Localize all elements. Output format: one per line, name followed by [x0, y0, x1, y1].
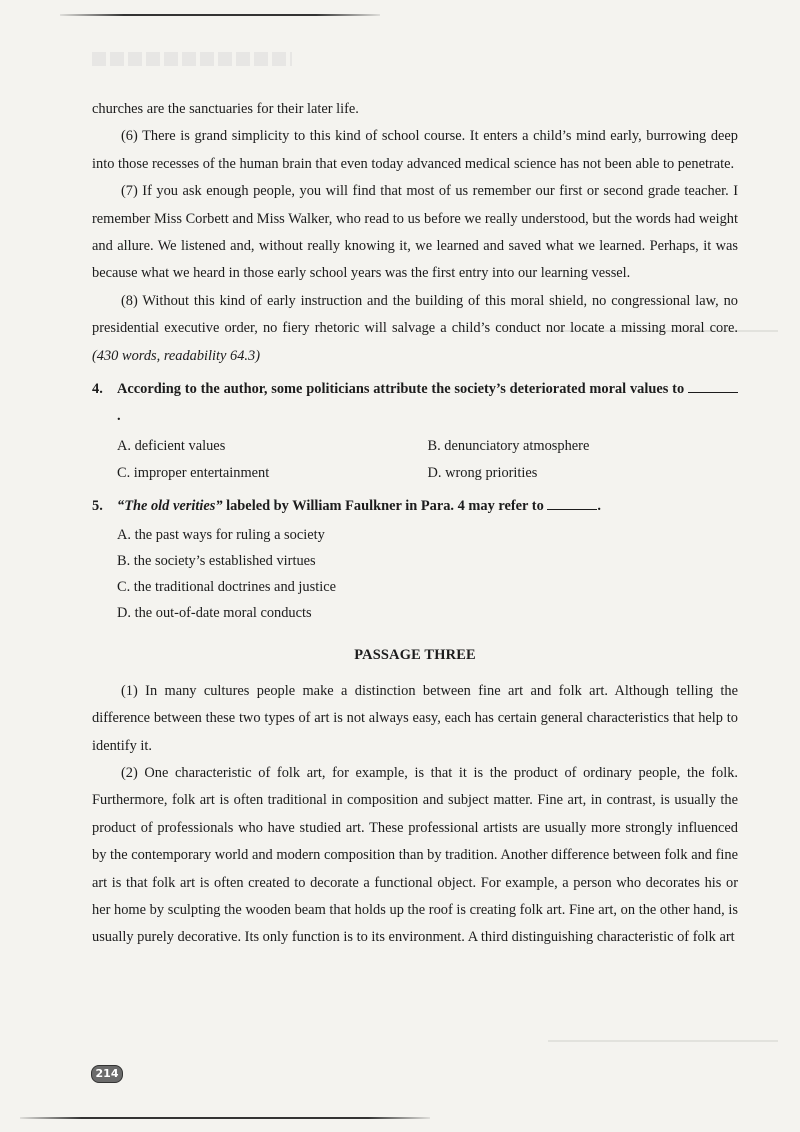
answer-blank [688, 378, 738, 393]
page-body [92, 96, 738, 952]
paragraph-7: (7) If you ask enough people, you will find that most of us remember our first or second grade teacher. I remember Miss Corbett and Miss Walker, who read to us before we really understood, but the words had weight and allure. We listened and, without really knowing it, we learned and saved what we learned. Perhaps, it was because what we heard in those early school years was the first entry into our learning vessel. [92, 183, 738, 282]
question-4 [92, 376, 738, 431]
passage3-paragraph-1: (1) In many cultures people make a distinction between fine art and folk art. Although telling the difference between these two types of art is not always easy, each has certain general characteristics that help to identify it. [92, 682, 738, 754]
question-5-options [117, 522, 738, 626]
paragraph-8 [92, 288, 738, 370]
option-d: D. wrong priorities [427, 464, 538, 481]
paragraph-6: (6) There is grand simplicity to this kind of school course. It enters a child’s mind early, burrowing deep into those recesses of the human brain that even today advanced medical science has not been able to penetrate. [92, 128, 738, 172]
bottom-rule [20, 1117, 430, 1119]
top-rule [60, 14, 380, 16]
word-count-note: (430 words, readability 64.3) [92, 347, 261, 364]
header-bleed-through [92, 52, 292, 66]
question-number: 4. [92, 381, 103, 398]
option-b: B. the society’s established virtues [117, 553, 316, 570]
question-number: 5. [92, 497, 103, 514]
passage3-paragraph-2: (2) One characteristic of folk art, for example, is that it is the product of ordinary people, the folk. Furthermore, folk art is often traditional in composition and subject matter. Fine art, in contrast, is usually the product of professionals who have studied art. These professional artists are usually more strongly influenced by the contemporary world and modern composition than by tradition. Another difference between folk and fine art is that folk art is often created to decorate a functional object. For example, a person who decorates his or her home by sculpting the wooden beam that holds up the roof is creating folk art. Fine art, on the other hand, is usually purely decorative. Its only function is to its environment. A third distinguishing characteristic of folk art [92, 764, 738, 946]
option-d: D. the out-of-date moral conducts [117, 605, 312, 622]
option-c: C. improper entertainment [117, 464, 270, 481]
question-5 [92, 493, 738, 520]
passage-three-title: PASSAGE THREE [354, 647, 476, 664]
paragraph-8-text: (8) Without this kind of early instruction and the building of this moral shield, no congressional law, no presidential executive order, no fiery rhetoric will salvage a child’s conduct nor locate a missing moral core. [92, 292, 738, 337]
question-text: According to the author, some politicians attribute the society’s deteriorated moral values to . [117, 376, 738, 431]
option-c: C. the traditional doctrines and justice [117, 579, 337, 596]
option-b: B. denunciatory atmosphere [427, 437, 590, 454]
question-4-options [117, 433, 738, 487]
answer-blank [547, 495, 597, 510]
page-number: 214 [91, 1065, 123, 1083]
bleed-mark [548, 1040, 778, 1042]
option-a: A. the past ways for ruling a society [117, 527, 325, 544]
option-a: A. deficient values [117, 437, 226, 454]
continued-text: churches are the sanctuaries for their later life. [92, 101, 359, 117]
question-text: “The old verities” labeled by William Faulkner in Para. 4 may refer to . [117, 493, 738, 520]
